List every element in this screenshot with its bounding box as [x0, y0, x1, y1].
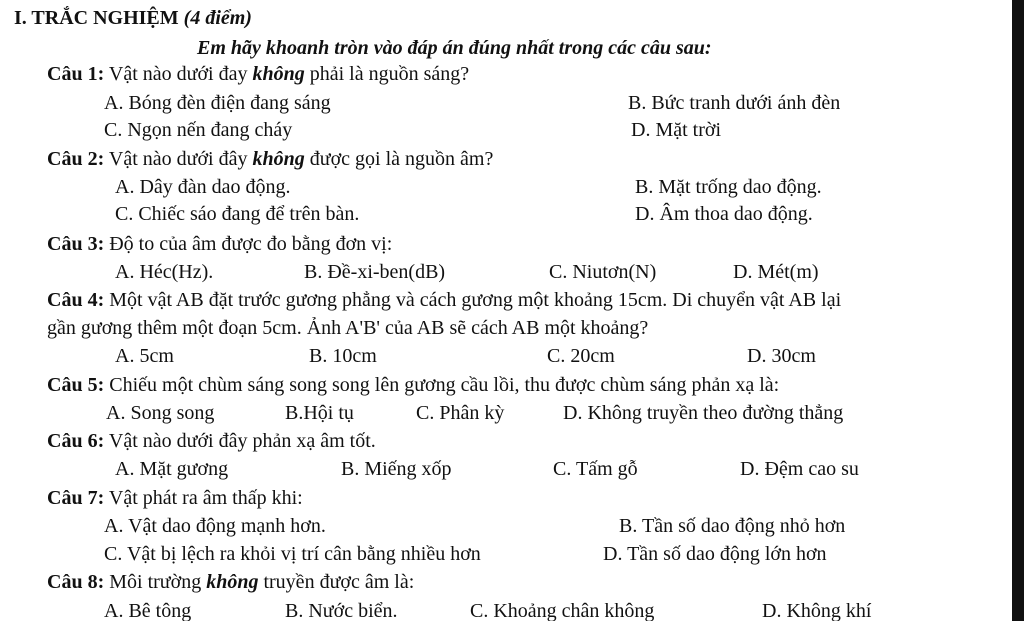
section-points: (4 điểm): [183, 7, 252, 29]
question-label: Câu 6:: [47, 430, 105, 452]
question-text: Vật nào dưới đây: [104, 148, 253, 170]
q1-option-a[interactable]: A. Bóng đèn điện đang sáng: [104, 92, 331, 114]
q8-option-c[interactable]: C. Khoảng chân không: [470, 600, 655, 621]
q1-option-c[interactable]: C. Ngọn nến đang cháy: [104, 119, 293, 141]
question-label: Câu 7:: [47, 487, 105, 509]
question-label: Câu 1:: [47, 63, 105, 85]
question-5: [47, 373, 779, 397]
instruction-text: Em hãy khoanh tròn vào đáp án đúng nhất trong các câu sau:: [197, 37, 712, 59]
q3-option-a[interactable]: A. Héc(Hz).: [115, 261, 214, 283]
question-8: [47, 570, 414, 594]
question-3: [47, 232, 392, 256]
q2-option-d[interactable]: D. Âm thoa dao động.: [635, 203, 813, 225]
question-text: Độ to của âm được đo bằng đơn vị:: [104, 233, 393, 255]
q6-option-c[interactable]: C. Tấm gỗ: [553, 458, 638, 480]
q8-option-b[interactable]: B. Nước biển.: [285, 600, 398, 621]
section-heading: [14, 6, 252, 30]
question-2: [47, 147, 493, 171]
q7-option-b[interactable]: B. Tần số dao động nhỏ hơn: [619, 515, 846, 537]
q6-option-d[interactable]: D. Đệm cao su: [740, 458, 859, 480]
q2-option-a[interactable]: A. Dây đàn dao động.: [115, 176, 291, 198]
question-7: [47, 486, 303, 510]
q8-option-d[interactable]: D. Không khí: [762, 600, 872, 621]
question-emphasis: không: [252, 63, 305, 85]
question-label: Câu 5:: [47, 374, 105, 396]
question-text: Vật phát ra âm thấp khi:: [104, 487, 303, 509]
q4-option-c[interactable]: C. 20cm: [547, 345, 615, 367]
question-emphasis: không: [206, 571, 259, 593]
question-label: Câu 8:: [47, 571, 105, 593]
question-1: [47, 62, 469, 86]
question-text: truyền được âm là:: [258, 571, 415, 593]
q7-option-c[interactable]: C. Vật bị lệch ra khỏi vị trí cân bằng nhiều hơn: [104, 543, 481, 565]
q5-option-b[interactable]: B.Hội tụ: [285, 402, 354, 424]
q5-option-a[interactable]: A. Song song: [106, 402, 215, 424]
q3-option-c[interactable]: C. Niutơn(N): [549, 261, 657, 283]
section-title: I. TRẮC NGHIỆM: [14, 7, 179, 29]
question-text: Một vật AB đặt trước gương phẳng và cách gương một khoảng 15cm. Di chuyển vật AB lại: [104, 289, 842, 311]
question-emphasis: không: [252, 148, 305, 170]
question-text: được gọi là nguồn âm?: [304, 148, 494, 170]
q5-option-c[interactable]: C. Phân kỳ: [416, 402, 505, 424]
q1-option-b[interactable]: B. Bức tranh dưới ánh đèn: [628, 92, 841, 114]
question-4: [47, 288, 841, 312]
q5-option-d[interactable]: D. Không truyền theo đường thẳng: [563, 402, 844, 424]
q4-option-a[interactable]: A. 5cm: [115, 345, 174, 367]
question-label: Câu 4:: [47, 289, 105, 311]
q8-option-a[interactable]: A. Bê tông: [104, 600, 192, 621]
q4-option-d[interactable]: D. 30cm: [747, 345, 816, 367]
q1-option-d[interactable]: D. Mặt trời: [631, 119, 722, 141]
question-4-continued: gần gương thêm một đoạn 5cm. Ảnh A'B' của AB sẽ cách AB một khoảng?: [47, 317, 649, 339]
q3-option-d[interactable]: D. Mét(m): [733, 261, 819, 283]
question-6: [47, 429, 376, 453]
q6-option-b[interactable]: B. Miếng xốp: [341, 458, 452, 480]
question-label: Câu 2:: [47, 148, 105, 170]
question-text: Chiếu một chùm sáng song song lên gương cầu lồi, thu được chùm sáng phản xạ là:: [104, 374, 780, 396]
question-label: Câu 3:: [47, 233, 105, 255]
question-text: Vật nào dưới đay: [104, 63, 253, 85]
q2-option-c[interactable]: C. Chiếc sáo đang để trên bàn.: [115, 203, 360, 225]
q7-option-d[interactable]: D. Tần số dao động lớn hơn: [603, 543, 827, 565]
q2-option-b[interactable]: B. Mặt trống dao động.: [635, 176, 822, 198]
question-text: Vật nào dưới đây phản xạ âm tốt.: [104, 430, 376, 452]
q6-option-a[interactable]: A. Mặt gương: [115, 458, 229, 480]
q3-option-b[interactable]: B. Đề-xi-ben(dB): [304, 261, 446, 283]
q4-option-b[interactable]: B. 10cm: [309, 345, 377, 367]
q7-option-a[interactable]: A. Vật dao động mạnh hơn.: [104, 515, 326, 537]
question-text: Môi trường: [104, 571, 207, 593]
question-text: phải là nguồn sáng?: [304, 63, 470, 85]
